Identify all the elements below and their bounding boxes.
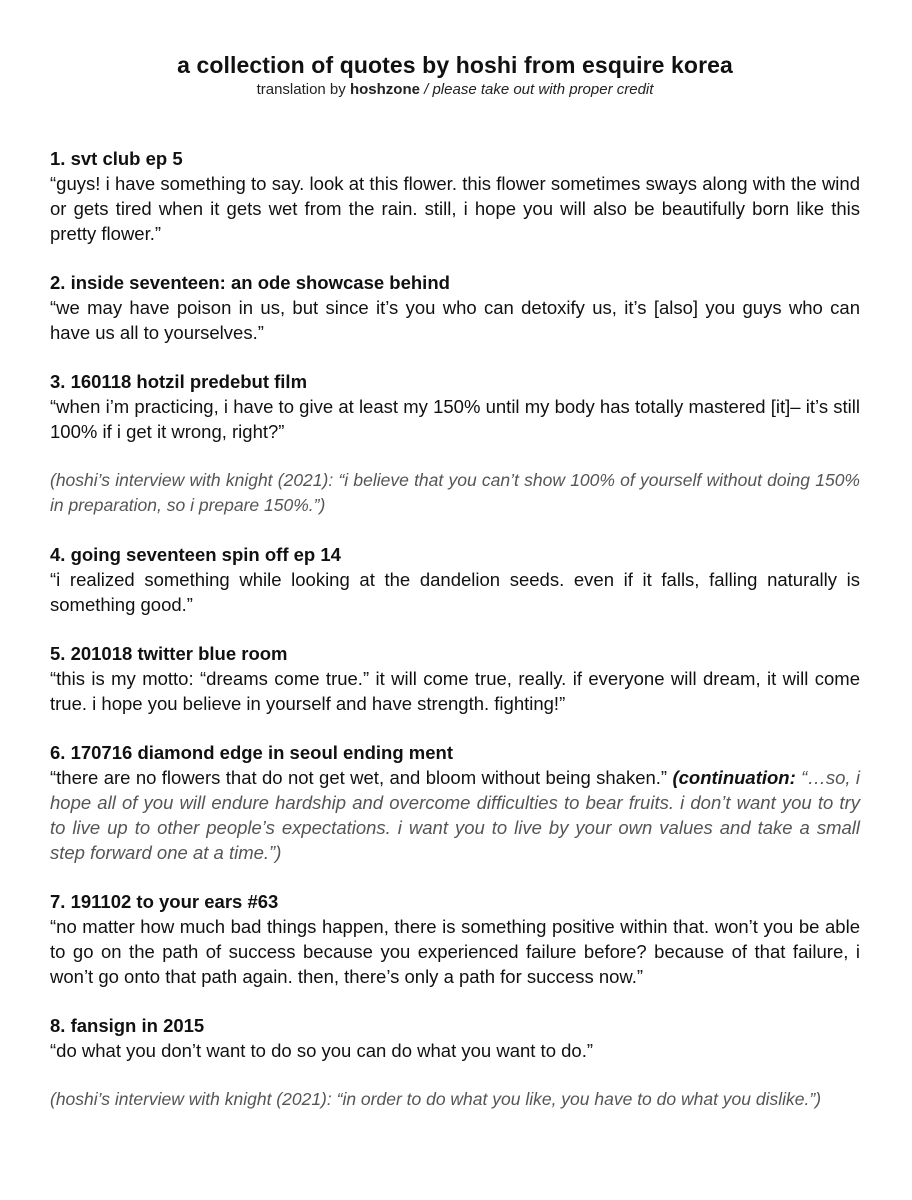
entry-quote: “no matter how much bad things happen, there is something positive within that. won’t you be able to go on the path of success because you experienced failure before? because of that failure, i won’t go onto that path again. then, there’s only a path for success now.” [50, 916, 860, 987]
quote-entry-1 [50, 146, 860, 246]
credit-note: / please take out with proper credit [419, 81, 654, 98]
document-title: a collection of quotes by hoshi from esquire korea [177, 52, 733, 78]
quote-entry-2 [50, 270, 860, 345]
entry-title: 7. 191102 to your ears #63 [50, 891, 279, 912]
continuation-label: (continuation: [672, 767, 796, 788]
quote-entry-8 [50, 1013, 860, 1112]
entry-title: 2. inside seventeen: an ode showcase behind [50, 272, 450, 293]
document-subtitle [50, 80, 860, 100]
entry-title: 3. 160118 hotzil predebut film [50, 371, 308, 392]
quote-entry-6 [50, 740, 860, 865]
entry-title: 1. svt club ep 5 [50, 148, 183, 169]
subtitle-prefix: translation by [256, 81, 350, 98]
quote-entry-7 [50, 889, 860, 989]
entry-quote [50, 765, 860, 865]
entry-title: 8. fansign in 2015 [50, 1015, 205, 1036]
entry-aside-note: (hoshi’s interview with knight (2021): “in order to do what you like, you have to do what you dislike.”) [50, 1089, 822, 1109]
entry-title: 5. 201018 twitter blue room [50, 643, 288, 664]
entry-quote: “do what you don’t want to do so you can do what you want to do.” [50, 1040, 594, 1061]
entry-quote: “this is my motto: “dreams come true.” it will come true, really. if everyone will dream, it will come true. i hope you believe in yourself and have strength. fighting!” [50, 668, 860, 714]
entry-quote: “when i’m practicing, i have to give at least my 150% until my body has totally mastered [it]– it’s still 100% if i get it wrong, right?” [50, 396, 860, 442]
quote-entry-3 [50, 369, 860, 518]
quote-entry-5 [50, 641, 860, 716]
entry-quote: “guys! i have something to say. look at this flower. this flower sometimes sways along with the wind or gets tired when it gets wet from the rain. still, i hope you will also be beautifully born like this pretty flower.” [50, 173, 860, 244]
quote-entry-4 [50, 542, 860, 617]
entry-quote-text: “there are no flowers that do not get wet, and bloom without being shaken.” [50, 767, 673, 788]
entry-quote: “i realized something while looking at the dandelion seeds. even if it falls, falling naturally is something good.” [50, 569, 860, 615]
credit-name: hoshzone [349, 81, 420, 98]
entry-quote: “we may have poison in us, but since it’s you who can detoxify us, it’s [also] you guys who can have us all to yourselves.” [50, 297, 860, 343]
document-header [50, 0, 860, 100]
quote-list [50, 146, 860, 1112]
entry-title: 6. 170716 diamond edge in seoul ending ment [50, 742, 453, 763]
entry-title: 4. going seventeen spin off ep 14 [50, 544, 341, 565]
entry-aside-note: (hoshi’s interview with knight (2021): “i believe that you can’t show 100% of yourself without doing 150% in preparation, so i prepare 150%.”) [50, 470, 860, 515]
continuation-text: “…so, i hope all of you will endure hardship and overcome difficulties to bear fruits. i don’t want you to try to live up to other people’s expectations. i want you to live by your own values and take a small step forward one at a time.”) [50, 767, 860, 863]
